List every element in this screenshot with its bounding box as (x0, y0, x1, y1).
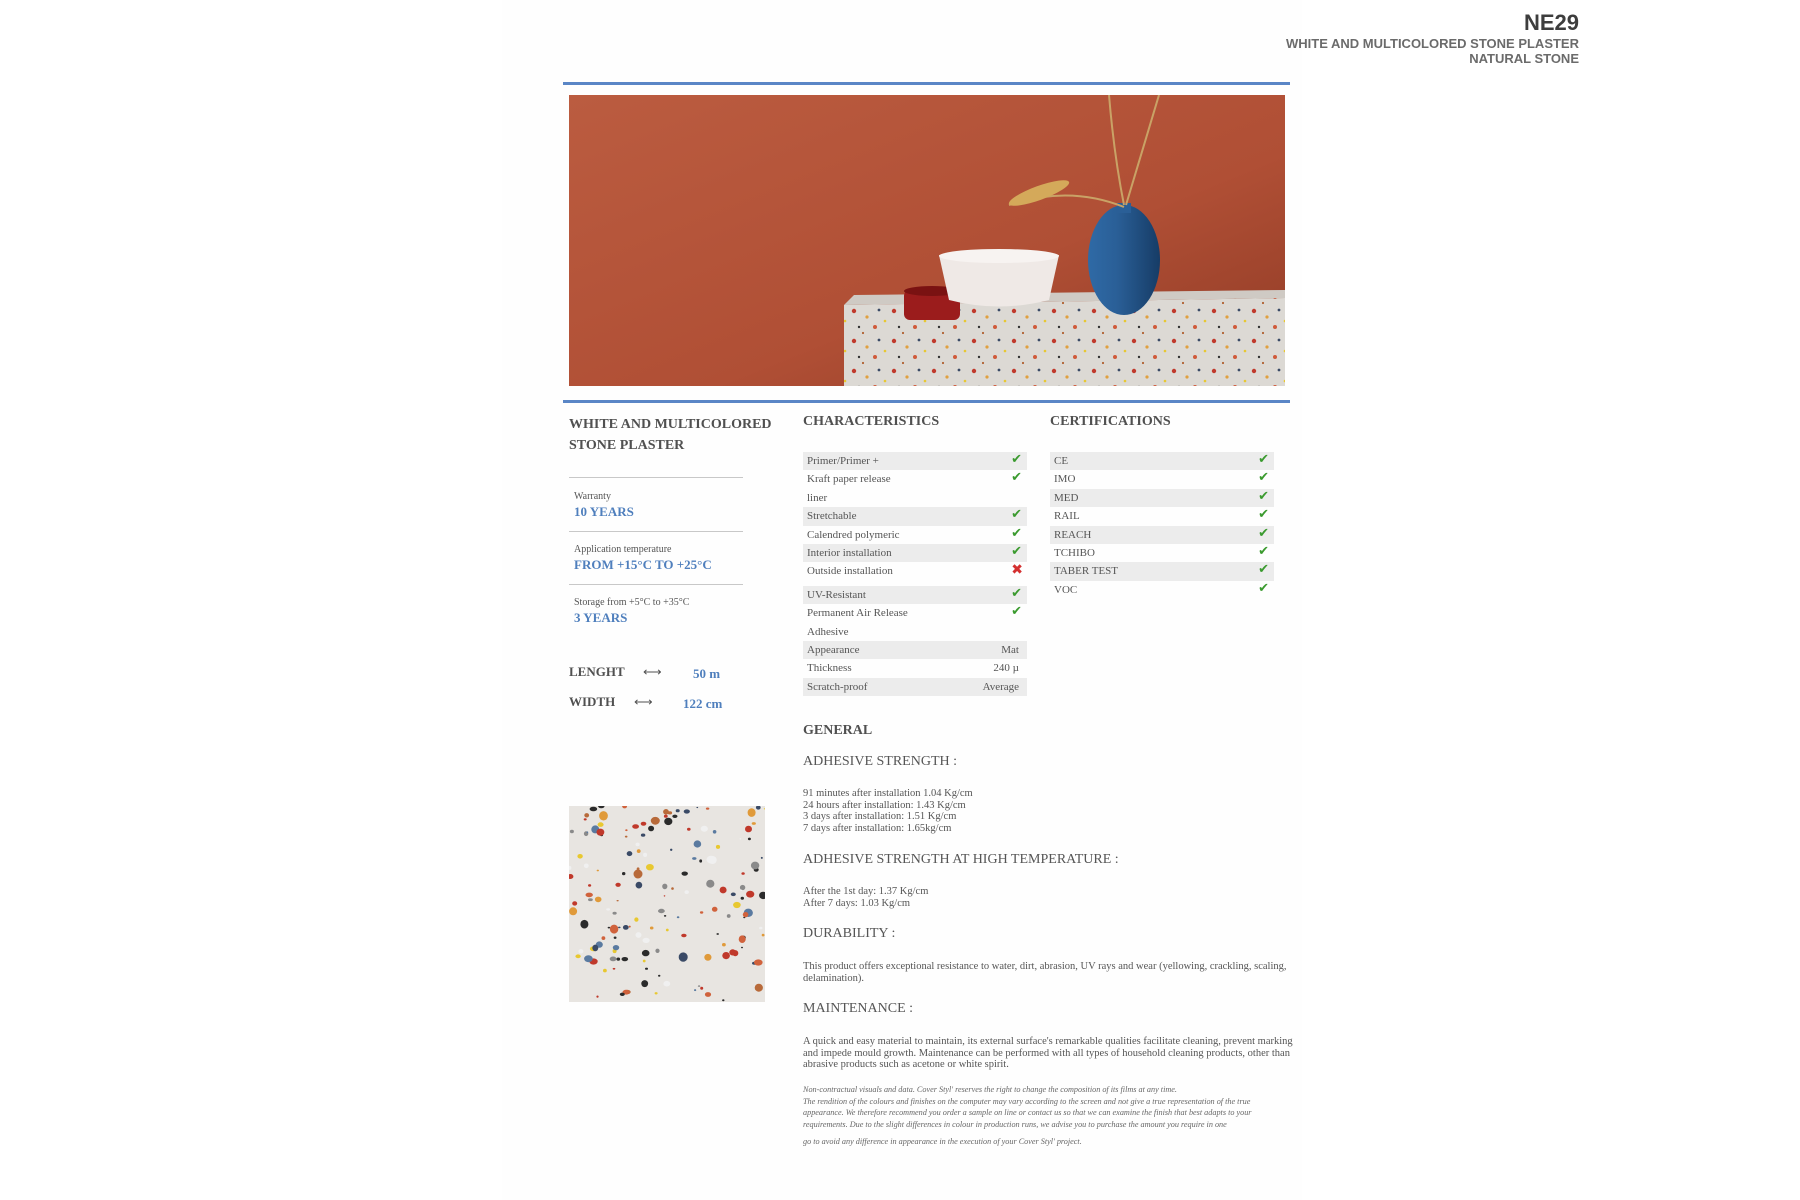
disclaimer-line: The rendition of the colours and finishes on the computer may vary according to the screen and not give a true representation of the true appearance. We therefore recommend you order a sample on line or contact us so that we can examine the finish that best adapts to your requirements. Due to the slight differences in colour in production runs, we advise you to purchase the amount you require in one (803, 1096, 1252, 1129)
checkmark-icon: ✔ (1258, 543, 1269, 559)
characteristic-label: Thickness (807, 662, 852, 675)
characteristic-label: UV-Resistant (807, 588, 866, 601)
maintenance-text: A quick and easy material to maintain, its external surface's remarkable qualities facilitate cleaning, prevent marking and impede mould growth. Maintenance can be performed with all types of household cleaning products, other than abrasive products such as acetone or white spirit. (803, 1036, 1293, 1070)
durability-text: This product offers exceptional resistance to water, dirt, abrasion, UV rays and wear (yellowing, crackling, scaling, delamination). (803, 961, 1287, 984)
characteristic-label: Interior installation (807, 546, 892, 559)
double-arrow-icon: ⟷ (634, 694, 653, 709)
divider (569, 584, 743, 585)
maintenance-heading: MAINTENANCE : (803, 1001, 914, 1016)
characteristic-value: Mat (1001, 643, 1019, 656)
length-label: LENGHT (569, 664, 625, 679)
certification-label: VOC (1054, 583, 1078, 596)
high-temp-heading: ADHESIVE STRENGTH AT HIGH TEMPERATURE : (803, 852, 1119, 867)
product-category: NATURAL STONE (1469, 51, 1579, 66)
characteristic-label: liner (807, 491, 828, 504)
certification-label: TCHIBO (1054, 546, 1095, 559)
characteristic-row (803, 641, 1027, 659)
adhesive-line: 3 days after installation: 1.51 Kg/cm (803, 811, 957, 822)
application-temp-label: Application temperature (574, 544, 672, 555)
durability-heading: DURABILITY : (803, 926, 896, 941)
adhesive-strength-heading: ADHESIVE STRENGTH : (803, 754, 957, 769)
characteristic-label: Primer/Primer + (807, 455, 879, 467)
checkmark-icon: ✔ (1258, 488, 1269, 504)
characteristic-label: Scratch-proof (807, 680, 868, 693)
characteristic-label: Stretchable (807, 510, 857, 523)
certification-row (1050, 489, 1274, 507)
checkmark-icon: ✔ (1011, 452, 1022, 467)
certification-row (1050, 526, 1274, 544)
characteristic-value: Average (982, 680, 1019, 693)
checkmark-icon: ✔ (1258, 562, 1269, 578)
checkmark-icon: ✔ (1258, 580, 1269, 596)
cross-icon: ✖ (1011, 562, 1023, 579)
high-temp-list (803, 886, 1293, 909)
product-title: WHITE AND MULTICOLORED STONE PLASTER (569, 417, 772, 453)
storage-label: Storage from +5°C to +35°C (574, 597, 690, 608)
certification-row (1050, 544, 1274, 562)
checkmark-icon: ✔ (1011, 604, 1022, 620)
width-value: 122 cm (683, 696, 723, 711)
characteristic-label: Calendred polymeric (807, 528, 900, 541)
characteristic-label: Outside installation (807, 565, 893, 578)
characteristic-row (803, 562, 1027, 580)
divider (569, 531, 743, 532)
warranty-label: Warranty (574, 491, 611, 502)
certification-label: MED (1054, 491, 1079, 504)
storage-value: 3 YEARS (574, 610, 628, 625)
high-temp-line: After 7 days: 1.03 Kg/cm (803, 897, 911, 909)
certification-row (1050, 562, 1274, 580)
checkmark-icon: ✔ (1011, 543, 1022, 559)
certifications-heading: CERTIFICATIONS (1050, 414, 1171, 429)
disclaimer-line: Non-contractual visuals and data. Cover Styl' reserves the right to change the composition of its films at any time. (803, 1085, 1177, 1094)
adhesive-line: 91 minutes after installation 1.04 Kg/cm (803, 788, 973, 799)
checkmark-icon: ✔ (1258, 470, 1269, 486)
characteristic-row (803, 452, 1027, 470)
warranty-value: 10 YEARS (574, 504, 634, 519)
adhesive-line: 24 hours after installation: 1.43 Kg/cm (803, 799, 966, 811)
characteristics-heading: CHARACTERISTICS (803, 414, 940, 429)
checkmark-icon: ✔ (1258, 525, 1269, 541)
adhesive-line: 7 days after installation: 1.65kg/cm (803, 822, 952, 834)
checkmark-icon: ✔ (1258, 507, 1269, 523)
characteristic-row (803, 659, 1027, 677)
characteristic-label: Permanent Air Release (807, 607, 908, 620)
characteristic-row (803, 678, 1027, 696)
checkmark-icon: ✔ (1011, 470, 1022, 486)
characteristic-label: Kraft paper release (807, 473, 891, 486)
product-code: NE29 (1523, 10, 1579, 35)
characteristic-row (803, 586, 1027, 604)
characteristic-row (803, 507, 1027, 525)
application-temp-value: FROM +15°C TO +25°C (574, 557, 712, 572)
double-arrow-icon: ⟷ (643, 664, 662, 679)
checkmark-icon: ✔ (1258, 452, 1269, 467)
checkmark-icon: ✔ (1011, 507, 1022, 523)
characteristic-row (803, 526, 1027, 544)
characteristic-label: Appearance (807, 643, 860, 656)
certification-row (1050, 452, 1274, 470)
characteristic-value: 240 µ (993, 662, 1019, 675)
certification-label: IMO (1054, 473, 1076, 486)
characteristic-label: Adhesive (807, 625, 849, 638)
characteristic-row (803, 489, 1027, 507)
certification-label: TABER TEST (1054, 565, 1119, 578)
adhesive-strength-list (803, 788, 1293, 834)
characteristic-row (803, 470, 1027, 488)
checkmark-icon: ✔ (1011, 585, 1022, 601)
disclaimer (803, 1084, 1293, 1148)
certification-row (1050, 470, 1274, 488)
section-divider (563, 400, 1290, 403)
certification-label: RAIL (1054, 510, 1080, 523)
product-subtitle: WHITE AND MULTICOLORED STONE PLASTER (1286, 36, 1579, 51)
certification-label: REACH (1054, 528, 1092, 541)
general-heading: GENERAL (803, 723, 873, 738)
header-divider (563, 82, 1290, 85)
certifications-table (1050, 452, 1274, 599)
characteristic-row (803, 604, 1027, 622)
characteristics-table (803, 452, 1027, 696)
hero-image (569, 95, 1285, 386)
material-swatch (569, 806, 765, 1002)
disclaimer-line: go to avoid any difference in appearance in the execution of your Cover Styl' project. (803, 1137, 1082, 1146)
checkmark-icon: ✔ (1011, 525, 1022, 541)
characteristic-row (803, 623, 1027, 641)
characteristic-row (803, 544, 1027, 562)
width-label: WIDTH (569, 694, 616, 709)
divider (569, 477, 743, 478)
high-temp-line: After the 1st day: 1.37 Kg/cm (803, 886, 929, 897)
certification-row (1050, 507, 1274, 525)
certification-label: CE (1054, 455, 1069, 467)
length-value: 50 m (693, 666, 721, 681)
certification-row (1050, 581, 1274, 599)
